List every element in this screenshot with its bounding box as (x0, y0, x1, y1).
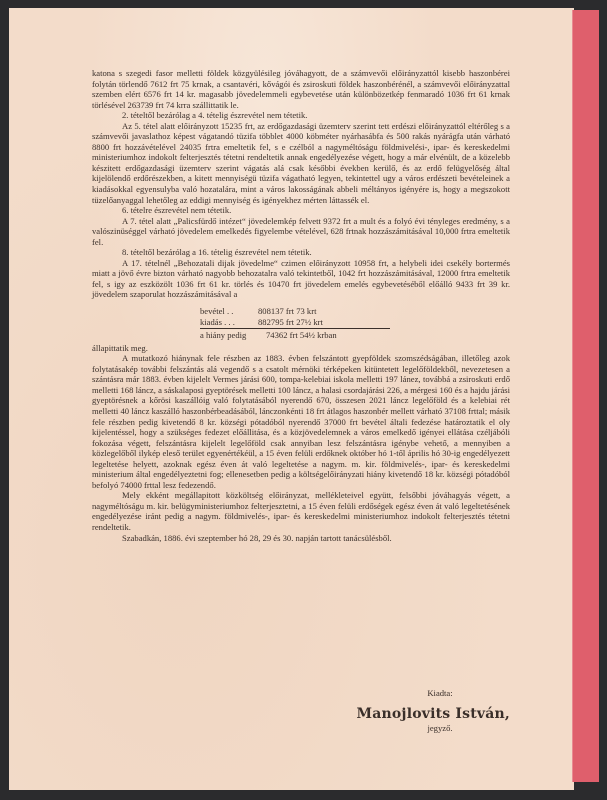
paragraph: A 17. tételnél „Behozatali dijak jövedelme“ czimen előirányzott 10958 frt, a helybeli idei csekély bortermés miatt a jövő évre bizton várható nagyobb behozatalra való tekintetből, 1042 frt hozzászámitásával, 12000 frtra emeltetik fel, s igy az eszközölt 1036 frt 61 kr. törlés és 10470 frt jövedelem emelés egybevetéséből előálló 9433 frt 39 kr. jövedelem szaporulat hozzászámitásával a (92, 257, 510, 300)
paragraph: állapittatik meg. (92, 342, 148, 353)
budget-label: a hiány pedig (200, 330, 247, 341)
paragraph: A 7. tétel alatt „Palicsfürdő intézet“ jövedelemkép felvett 9372 frt a mult és a folyó évi tényleges eredmény, s a valószinüséggel várható jövedelem emelkedés figyelembe vételével, 628 frtnak hozzászámitásával 10,000 frtra emeltetik fel. (92, 215, 510, 247)
signatory-name: Manojlovits István, (356, 706, 510, 722)
paragraph: katona s szegedi fasor melletti földek közgyülésileg jóváhagyott, de a számvevői előirányzattól kisebb haszonbérei folytán törlendő 7612 frt 75 krnak, a csantavéri, kővágói és zsiroskuti földek haszonbérénél, a számvevői előirányzattal szemben elért 6576 frt 14 kr. magasabb jövedelemmeli egybevetése után különbözetkép fenmaradó 1036 frt 61 krnak törlésével 263739 frt 74 krra szállittatik le. (92, 68, 510, 110)
paragraph: Az 5. tétel alatt előirányzott 15235 frt, az erdőgazdasági üzemterv szerint tett erdészi előirányzattól eltérőleg s a számvevői javaslathoz képest vágatandó tüzifa többlet 4000 köbméter nyárhasábfa és 500 rakás nyárágfa után várható 8800 frt hozzávételével 24035 frtra emeltetik fel, s e czélból a nagyméltóságu földmivelési-, ipar- és kereskedelmi ministeriumhoz indokolt felterjesztés tétetni rendeltetik annak engedélyezése végett, hogy a már elvénült, de a közelebb készitett erdőgazdasági üzemterv szerint vágatás alá csak későbbi években kerülő, és az erdő felügyelőség által kijelölendő erdőrészekben, a kitett mennyiségü tüzifa vágatható legyen, tekintettel ugy a város erdészeti bevételeinek a kiadásokkal egyensulyba való hozatalára, mint a város lakosságának abbeli méltányos igényére is, hogy a megszokott tüzelőanyaggal lehetőleg az eddigi mennyiség és igényekhez mérten láttassék el. (92, 120, 510, 205)
budget-label: bevétel . . (200, 306, 234, 317)
signature-block (310, 688, 510, 733)
issued-by-label: Kiadta: (427, 688, 453, 698)
budget-row-revenue (200, 306, 390, 317)
paragraph: 6. tételre észrevétel nem tétetik. (122, 205, 232, 216)
budget-summary (200, 306, 390, 341)
red-binding-strip (572, 10, 599, 782)
budget-value: 74362 frt 54½ krban (266, 330, 337, 341)
budget-value: 882795 frt 27½ krt (258, 316, 323, 327)
budget-row-expense (200, 317, 390, 328)
budget-divider (200, 328, 390, 329)
paragraph: 2. tételtől bezárólag a 4. tételig észrevétel nem tétetik. (122, 110, 308, 121)
paragraph: Mely ekként megállapitott közköltség előirányzat, mellékleteivel együtt, felsőbbi jóváhagyás végett, a nagyméltóságu m. kir. belügyministeriumhoz felterjesztetni, a 15 éven felüli erdőségek egész éven át való legeltetésének engedélyezése iránt pedig a nagym. földmivelés-, ipar- és kereskedelmi ministeriumhoz indokolt felterjesztés tétetni rendeltetik. (92, 490, 510, 532)
signatory-title: jegyző. (427, 723, 453, 733)
budget-row-deficit (200, 330, 390, 341)
budget-value: 808137 frt 73 krt (258, 306, 317, 317)
document-body (92, 68, 510, 543)
dateline: Szabadkán, 1886. évi szeptember hó 28, 29 és 30. napján tartott tanácsülésből. (122, 532, 392, 543)
paragraph: 8. tételtől bezárólag a 16. tételig észrevétel nem tétetik. (122, 247, 312, 258)
paragraph: A mutatkozó hiánynak fele részben az 1883. évben felszántott gyepföldek szomszédságában, illetőleg azok folytatásakép további felszántás alá vegendő s a csatolt mérnöki térképeken kitüntetett legelőföldekből, nevezetesen a szántásra már 1883. évben kijelelt Vermes járási 600, tompa-kelebiai iskola melletti 197 lánez, továbbá a zsiroskuti erdő melletti 168 láncz, a sáskalaposi gyeptörések melletti 100 láncz, a halasi csordajárási 226, a mérgesi 160 és a hajdu járási gyeptörésnek a kőrösi kaszállóig való folytatásából nyerendő 670, összesen 2021 láncz legelőföld és a kelebiai rét melletti 40 láncz kaszálló haszonbérbeadásából, lánczonkénti 18 frt átlagos haszonbér mellett várható 37108 frttal; másik fele részben pedig kivetendő 8 kr. községi pótadóból nyerendő 37000 frt bevétel általi fedezése határoztatik el oly kijelentéssel, hogy a szükséges fedezet előállitása, és a közjövedelemnek a város emelkedő igényei ellátása czéljábóli fokozása végett, felszántásra kijelelt legelőföld csak annyiban lesz felszántásra igénybe vehető, a mennyiben a közlegelőből ilykép eleső terület egyenértékéül, a 15 éven felüli erdőknek október hó 1-től április hó 30-ig engedélyezett legeltetése helyett, azoknak egész éven át való legeltetése a nagym. m. kir. földmivelés-, ipar- és kereskedelmi ministerium által engedélyeztetni fog; ellenesetben pedig a költségelőirányzati hiány kivetendő 18 kr. községi pótadóból befolyó 74000 frttal lesz fedezendő. (92, 353, 510, 490)
budget-label: kiadás . . . (200, 316, 235, 327)
